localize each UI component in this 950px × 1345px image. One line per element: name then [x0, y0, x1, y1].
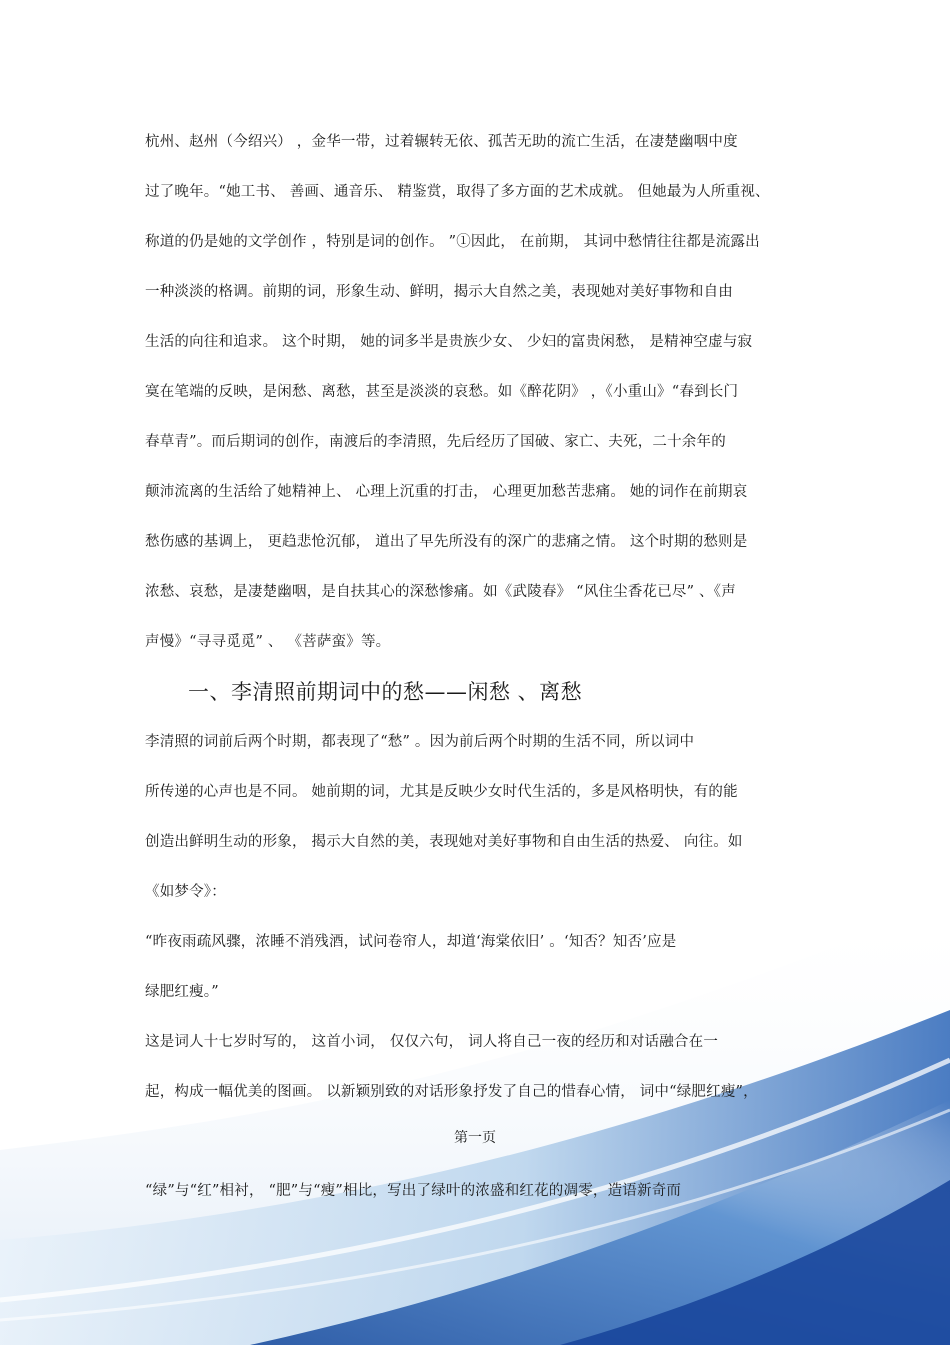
text-line: 称道的仍是她的文学创作 ，特别是词的创作。 ”①因此， 在前期， 其词中愁情往往都是流露出	[145, 234, 760, 250]
text-line: 寞在笔端的反映，是闲愁、离愁，甚至是淡淡的哀愁。如《醉花阴》 ，《小重山》“春到长门	[145, 384, 739, 400]
text-line: 创造出鲜明生动的形象， 揭示大自然的美，表现她对美好事物和自由生活的热爱、 向往。如	[145, 834, 743, 850]
text-line: 李清照的词前后两个时期，都表现了“愁” 。因为前后两个时期的生活不同，所以词中	[145, 734, 695, 750]
text-line: 过了晚年。“她工书、 善画、通音乐、 精鉴赏，取得了多方面的艺术成就。 但她最为人所重视、	[145, 184, 770, 200]
text-line: “昨夜雨疏风骤，浓睡不消残酒，试问卷帘人，却道‘海棠依旧’ 。‘知否？知否’应是	[145, 934, 677, 950]
text-line: 浓愁、哀愁，是凄楚幽咽，是自扶其心的深愁惨痛。如《武陵春》 “风住尘香花已尽” 、《声	[145, 584, 736, 600]
text-line: 声慢》“寻寻觅觅” 、 《菩萨蛮》等。	[145, 634, 391, 650]
text-line: 颠沛流离的生活给了她精神上、 心理上沉重的打击， 心理更加愁苦悲痛。 她的词作在前期哀	[145, 484, 748, 500]
text-line: 起，构成一幅优美的图画。 以新颖别致的对话形象抒发了自己的惜春心情， 词中“绿肥红瘦”，	[145, 1084, 758, 1100]
text-line: 杭州、赵州（今绍兴） ，金华一带，过着辗转无依、孤苦无助的流亡生活，在凄楚幽咽中度	[145, 134, 738, 150]
text-line: 生活的向往和追求。 这个时期， 她的词多半是贵族少女、 少妇的富贵闲愁， 是精神空虚与寂	[145, 334, 753, 350]
text-line: 所传递的心声也是不同。 她前期的词，尤其是反映少女时代生活的，多是风格明快，有的能	[145, 784, 738, 800]
text-line: “绿”与“红”相衬， “肥”与“瘦”相比，写出了绿叶的浓盛和红花的凋零，造语新奇而	[145, 1183, 682, 1199]
text-line: 这是词人十七岁时写的， 这首小词， 仅仅六句， 词人将自己一夜的经历和对话融合在一	[145, 1034, 719, 1050]
text-line: 《如梦令》：	[145, 884, 226, 900]
page-number: 第一页	[454, 1130, 496, 1146]
section-heading: 一、李清照前期词中的愁——闲愁 、离愁	[188, 680, 583, 704]
text-line: 一种淡淡的格调。前期的词，形象生动、鲜明，揭示大自然之美，表现她对美好事物和自由	[145, 284, 733, 300]
text-line: 绿肥红瘦。”	[145, 984, 219, 1000]
text-line: 春草青”。而后期词的创作，南渡后的李清照，先后经历了国破、家亡、夫死，二十余年的	[145, 434, 726, 450]
text-line: 愁伤感的基调上， 更趋悲怆沉郁， 道出了早先所没有的深广的悲痛之情。 这个时期的愁则是	[145, 534, 748, 550]
